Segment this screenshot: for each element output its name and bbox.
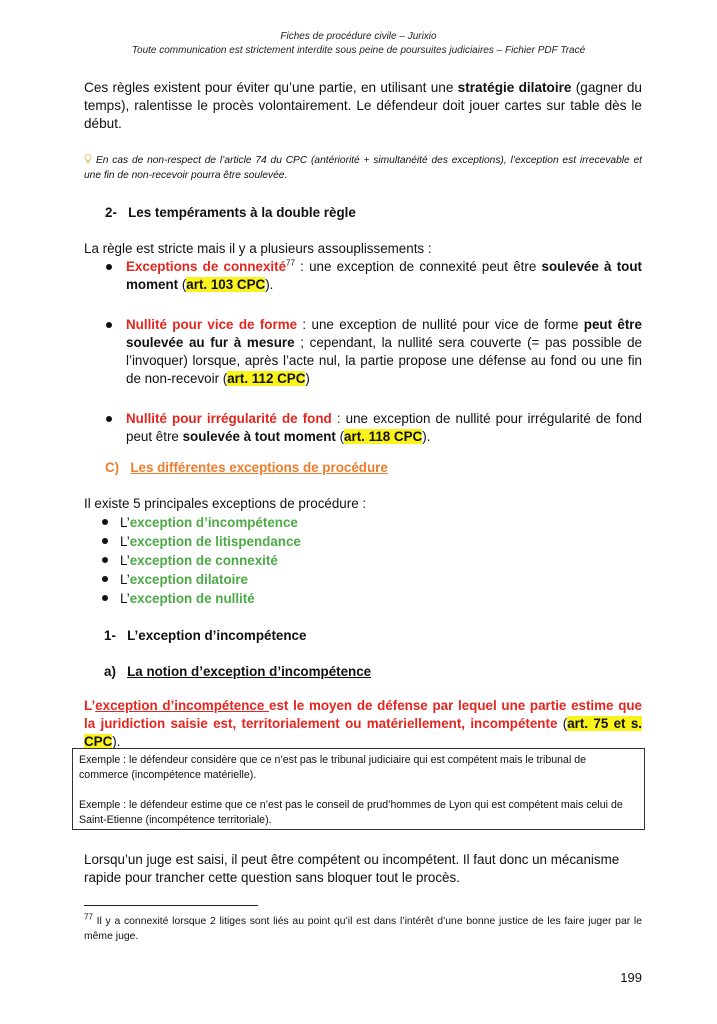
- page-header: [0, 30, 717, 58]
- list-item: Nullité pour irrégularité de fond : une exception de nullité pour irrégularité de fond peut être soulevée à tout moment (art. 118 CPC).: [84, 410, 642, 446]
- section-2-heading: 2- Les tempéraments à la double règle: [105, 205, 356, 220]
- footnote-separator: [84, 905, 258, 906]
- section-2-lead: La règle est stricte mais il y a plusieurs assouplissements :: [84, 241, 432, 256]
- intro-paragraph: Ces règles existent pour éviter qu’une partie, en utilisant une stratégie dilatoire (gagner du temps), ralentisse le procès volontairement. Le défendeur doit jouer cartes sur table dès le début.: [84, 80, 642, 131]
- list-item: Nullité pour vice de forme : une exception de nullité pour vice de forme peut être soulevée au fur à mesure ; cependant, la nullité sera couverte (= pas possible de l’invoquer) lorsque, après l’acte nul, la partie propose une défense au fond ou une fin de non-recevoir (art. 112 CPC): [84, 316, 642, 388]
- bullet-icon: [106, 416, 112, 422]
- closing-paragraph: Lorsqu’un juge est saisi, il peut être compétent ou incompétent. Il faut donc un mécanisme rapide pour trancher cette question sans bloquer tout le procès.: [84, 852, 620, 885]
- section-c-heading: C) Les différentes exceptions de procédure: [105, 460, 388, 475]
- tip-note: En cas de non-respect de l’article 74 du CPC (antériorité + simultanéité des exceptions), l’exception est irrecevable et une fin de non-recevoir pourra être soulevée.: [84, 155, 642, 181]
- bullet-icon: [102, 557, 108, 563]
- page-number: 199: [620, 970, 642, 985]
- footnote: $^{77}$ Il y a connexité lorsque 2 litiges sont liés au point qu’il est dans l’intérêt d’une bonne justice de les faire juger par le même juge.: [84, 912, 642, 942]
- subsection-a-heading: a) La notion d’exception d’incompétence: [104, 664, 372, 679]
- lightbulb-icon: [84, 154, 92, 164]
- subsection-1-heading: 1- L’exception d’incompétence: [104, 628, 307, 643]
- section-c-lead: Il existe 5 principales exceptions de procédure :: [84, 496, 367, 511]
- bullet-icon: [102, 538, 108, 544]
- exceptions-list: [84, 513, 642, 608]
- example-2: Exemple : le défendeur estime que ce n’est pas le conseil de prud’hommes de Lyon qui est compétent mais celui de Saint-Etienne (incompétence territoriale).: [79, 799, 623, 826]
- examples-box: [72, 748, 645, 830]
- bullet-icon: [106, 264, 112, 270]
- list-item: L’exception de nullité: [84, 589, 642, 608]
- bullet-icon: [102, 519, 108, 525]
- bullet-icon: [102, 595, 108, 601]
- example-1: Exemple : le défendeur considère que ce n’est pas le tribunal judiciaire qui est compétent mais le tribunal de commerce (incompétence matérielle).: [79, 754, 587, 781]
- temperaments-list: [84, 258, 642, 446]
- header-line-2: Toute communication est strictement interdite sous peine de poursuites judiciaires – Fichier PDF Tracé: [131, 45, 586, 56]
- definition-paragraph: L’exception d’incompétence est le moyen de défense par lequel une partie estime que la juridiction saisie est, territorialement ou matériellement, incompétente (art. 75 et s. CPC).: [84, 698, 643, 749]
- bullet-icon: [102, 576, 108, 582]
- list-item: Exceptions de connexité$^{77}$ : une exception de connexité peut être soulevée à tout moment (art. 103 CPC).: [84, 258, 642, 294]
- list-item: L’exception de connexité: [84, 551, 642, 570]
- list-item: L’exception d’incompétence: [84, 513, 642, 532]
- list-item: L’exception dilatoire: [84, 570, 642, 589]
- bullet-icon: [106, 322, 112, 328]
- header-line-1: Fiches de procédure civile – Jurixio: [280, 31, 437, 42]
- list-item: L’exception de litispendance: [84, 532, 642, 551]
